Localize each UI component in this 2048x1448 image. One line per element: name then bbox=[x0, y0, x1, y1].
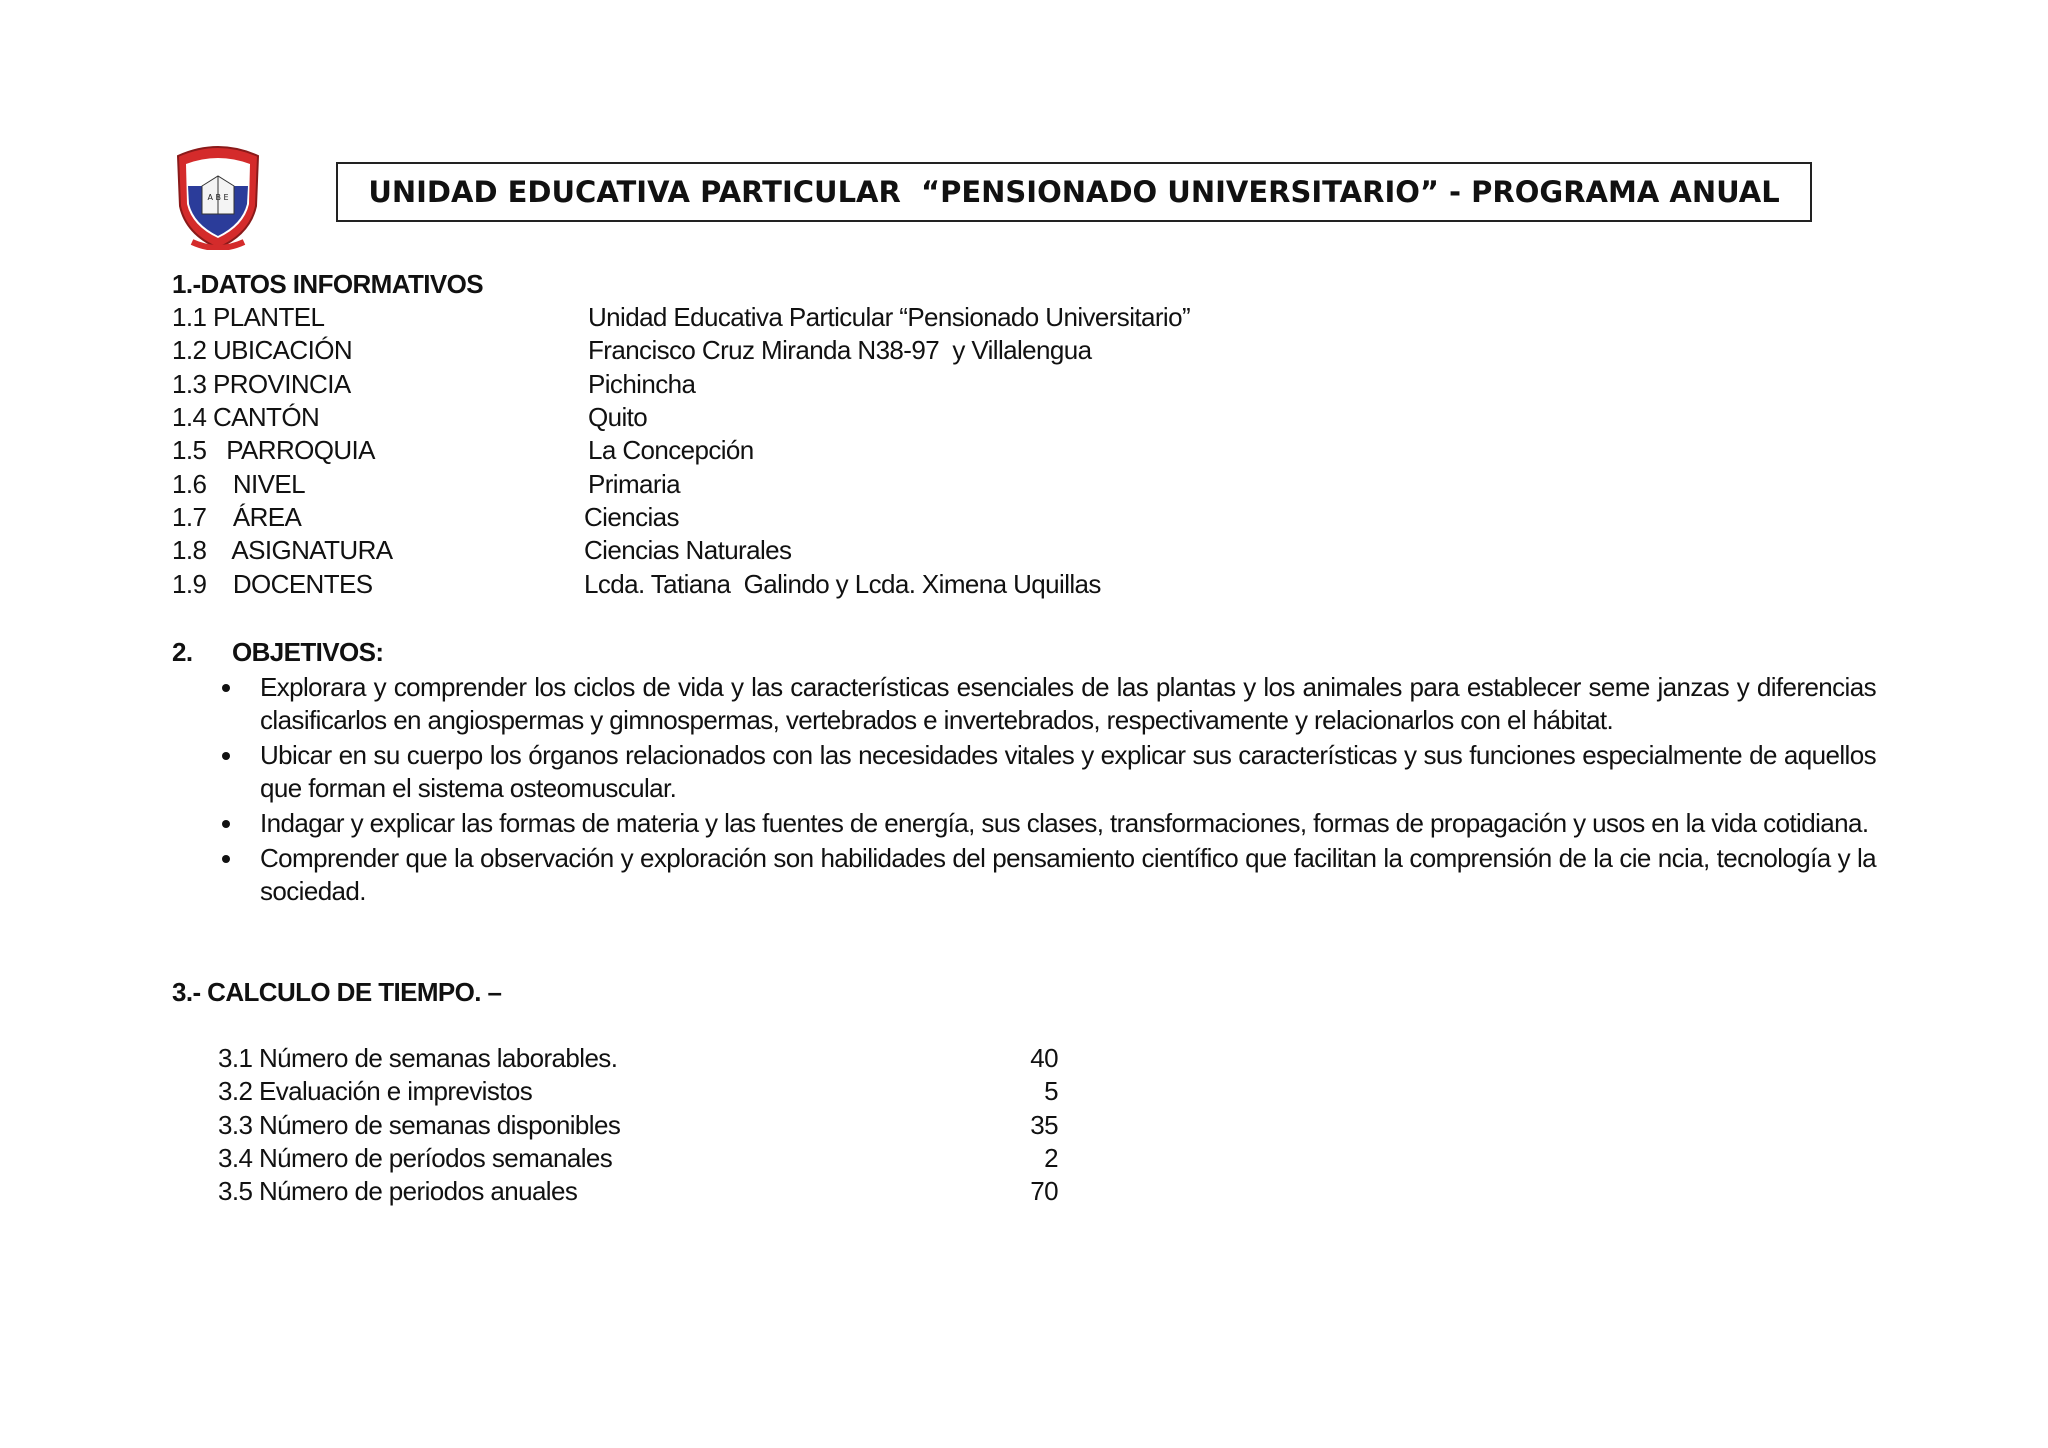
objetivos-number: 2. bbox=[172, 637, 193, 667]
calc-label: 3.2 Evaluación e imprevistos bbox=[218, 1076, 533, 1107]
objetivos-heading: OBJETIVOS: bbox=[232, 637, 384, 667]
objetivo-text: Ubicar en su cuerpo los órganos relacionados con las necesidades vitales y explicar sus características y sus funciones especialmente de aquellos que forman el sistema osteomuscular. bbox=[260, 740, 1876, 803]
school-crest-logo bbox=[172, 142, 264, 250]
calc-label: 3.3 Número de semanas disponibles bbox=[218, 1109, 621, 1140]
crest-letters: A B E bbox=[207, 193, 229, 202]
objetivo-text: Comprender que la observación y exploración son habilidades del pensamiento científico que facilitan la comprensión de la cie ncia, tecnología y la sociedad. bbox=[260, 843, 1876, 906]
info-label: 1.7 ÁREA bbox=[172, 501, 302, 532]
objetivo-text: Explorara y comprender los ciclos de vida y las características esenciales de las plantas y los animales para establecer seme janzas y diferencias clasificarlos en angiospermas y gimnospermas, vertebrados e invertebrados, respectivamente y relacionarlos con el hábitat. bbox=[260, 672, 1876, 735]
bullet-icon bbox=[222, 752, 230, 760]
objetivo-text: Indagar y explicar las formas de materia y las fuentes de energía, sus clases, transformaciones, formas de propagación y usos en la vida cotidiana. bbox=[260, 808, 1869, 838]
calc-value: 35 bbox=[1030, 1109, 1058, 1140]
list-item bbox=[172, 807, 1876, 840]
title-box bbox=[336, 162, 1812, 222]
info-value: Unidad Educativa Particular “Pensionado Universitario” bbox=[588, 302, 1191, 333]
info-label: 1.3 PROVINCIA bbox=[172, 368, 351, 399]
calculo-heading: 3.- CALCULO DE TIEMPO. – bbox=[172, 977, 502, 1007]
list-item bbox=[172, 842, 1876, 908]
info-value: La Concepción bbox=[588, 435, 754, 466]
info-value: Ciencias Naturales bbox=[584, 535, 792, 566]
calc-value: 5 bbox=[1044, 1076, 1058, 1107]
info-row bbox=[172, 567, 1190, 600]
info-row bbox=[172, 467, 1190, 500]
calc-row bbox=[218, 1075, 1058, 1108]
calc-row bbox=[218, 1109, 1058, 1142]
datos-informativos-section bbox=[172, 268, 1190, 601]
info-row bbox=[172, 534, 1190, 567]
info-row bbox=[172, 434, 1190, 467]
info-value: Quito bbox=[588, 402, 648, 433]
info-label: 1.5 PARROQUIA bbox=[172, 435, 375, 466]
calc-row bbox=[218, 1142, 1058, 1175]
info-label: 1.4 CANTÓN bbox=[172, 402, 320, 433]
list-item bbox=[172, 671, 1876, 737]
calc-row bbox=[218, 1175, 1058, 1208]
calculo-table bbox=[218, 1042, 1058, 1208]
bullet-icon bbox=[222, 684, 230, 692]
info-value: Pichincha bbox=[588, 368, 696, 399]
calc-value: 40 bbox=[1030, 1043, 1058, 1074]
info-value: Ciencias bbox=[584, 501, 679, 532]
info-value: Lcda. Tatiana Galindo y Lcda. Ximena Uquillas bbox=[584, 568, 1101, 599]
document-title: UNIDAD EDUCATIVA PARTICULAR “PENSIONADO UNIVERSITARIO” - PROGRAMA ANUAL bbox=[368, 175, 1780, 209]
info-row bbox=[172, 501, 1190, 534]
list-item bbox=[172, 739, 1876, 805]
objetivos-list bbox=[172, 671, 1876, 908]
info-label: 1.8 ASIGNATURA bbox=[172, 535, 393, 566]
calc-label: 3.5 Número de periodos anuales bbox=[218, 1176, 578, 1207]
info-label: 1.9 DOCENTES bbox=[172, 568, 373, 599]
calc-value: 70 bbox=[1030, 1176, 1058, 1207]
info-row bbox=[172, 301, 1190, 334]
info-value: Francisco Cruz Miranda N38-97 y Villalengua bbox=[588, 335, 1092, 366]
bullet-icon bbox=[222, 820, 230, 828]
calc-row bbox=[218, 1042, 1058, 1075]
info-row bbox=[172, 368, 1190, 401]
calc-label: 3.1 Número de semanas laborables. bbox=[218, 1043, 618, 1074]
info-label: 1.6 NIVEL bbox=[172, 468, 305, 499]
info-row bbox=[172, 334, 1190, 367]
info-row bbox=[172, 401, 1190, 434]
info-value: Primaria bbox=[588, 468, 680, 499]
bullet-icon bbox=[222, 855, 230, 863]
info-label: 1.2 UBICACIÓN bbox=[172, 335, 353, 366]
objetivos-section bbox=[172, 636, 1876, 910]
calc-label: 3.4 Número de períodos semanales bbox=[218, 1143, 613, 1174]
calc-value: 2 bbox=[1044, 1143, 1058, 1174]
datos-heading: 1.-DATOS INFORMATIVOS bbox=[172, 269, 483, 299]
info-label: 1.1 PLANTEL bbox=[172, 302, 325, 333]
